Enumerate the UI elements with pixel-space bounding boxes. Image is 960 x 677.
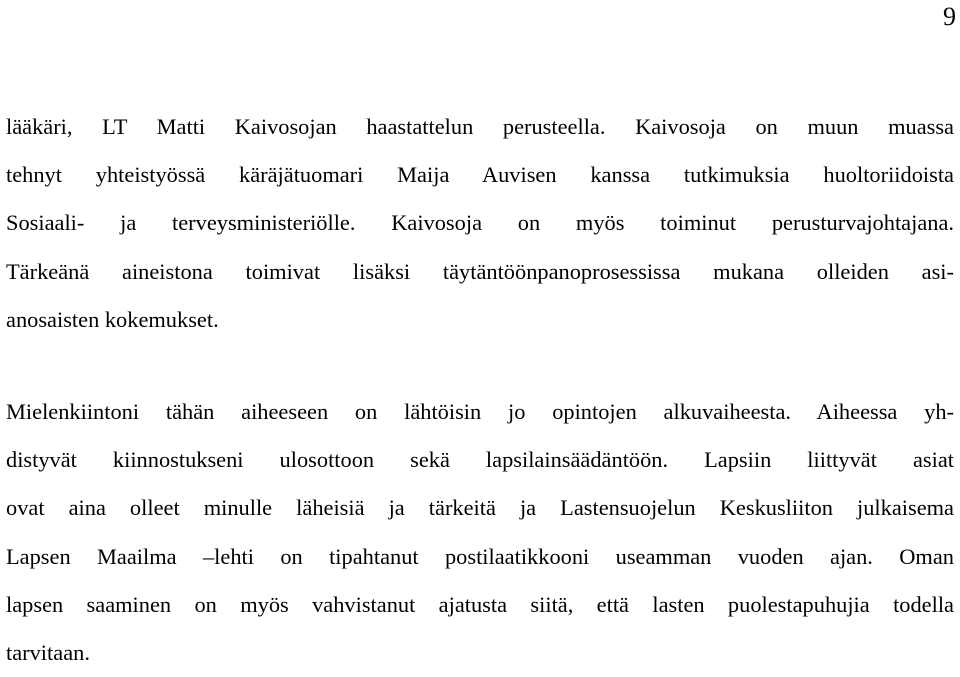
paragraph-interviews [6,103,954,344]
text-line: lapsen saaminen on myös vahvistanut ajatusta siitä, että lasten puolestapuhujia todella [6,591,954,617]
text-line: Mielenkiintoni tähän aiheeseen on lähtöisin jo opintojen alkuvaiheesta. Aiheessa yh- [6,399,954,424]
text-line: anosaisten kokemukset. [6,306,219,332]
text-line: tarvitaan. [6,639,90,665]
text-line: Sosiaali- ja terveysministeriölle. Kaivosoja on myös toiminut perusturvajohtajana. [6,210,954,236]
paragraph-motivation [6,388,954,677]
text-line: Lapsen Maailma –lehti on tipahtanut postilaatikkooni useamman vuoden ajan. Oman [6,543,954,569]
text-line: lääkäri, LT Matti Kaivosojan haastattelun perusteella. Kaivosoja on muun muassa [6,114,954,139]
text-line: Tärkeänä aineistona toimivat lisäksi täytäntöönpanoprosessissa mukana olleiden asi- [6,258,954,284]
page-number: 9 [943,2,956,31]
text-line: tehnyt yhteistyössä käräjätuomari Maija Auvisen kanssa tutkimuksia huoltoriidoista [6,162,954,188]
text-line: ovat aina olleet minulle läheisiä ja tärkeitä ja Lastensuojelun Keskusliiton julkaisema [6,495,954,521]
text-line: distyvät kiinnostukseni ulosottoon sekä lapsilainsäädäntöön. Lapsiin liittyvät asiat [6,447,954,473]
